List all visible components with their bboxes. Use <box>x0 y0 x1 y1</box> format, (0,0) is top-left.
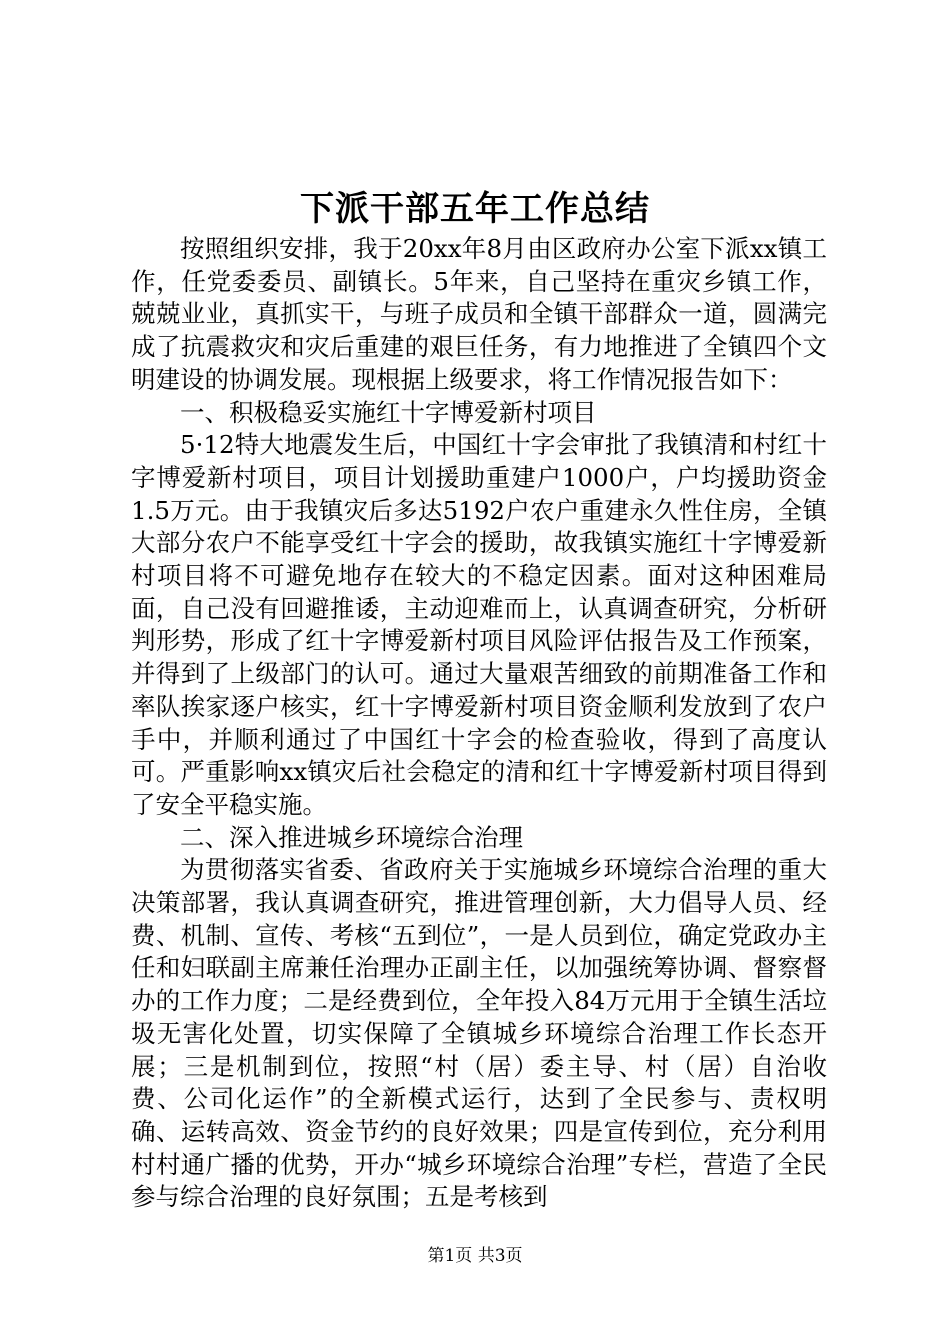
intro-paragraph: 按照组织安排，我于20xx年8月由区政府办公室下派xx镇工作，任党委委员、副镇长。5年来，自己坚持在重灾乡镇工作，兢兢业业，真抓实干，与班子成员和全镇干部群众一道，圆满完成了抗震救灾和灾后重建的艰巨任务，有力地推进了全镇四个文明建设的协调发展。现根据上级要求，将工作情况报告如下： <box>131 234 827 394</box>
section-1-paragraph: 5·12特大地震发生后，中国红十字会审批了我镇清和村红十字博爱新村项目，项目计划援助重建户1000户，户均援助资金1.5万元。由于我镇灾后多达5192户农户重建永久性住房，全镇大部分农户不能享受红十字会的援助，故我镇实施红十字博爱新村项目将不可避免地存在较大的不稳定因素。面对这种困难局面，自己没有回避推诿，主动迎难而上，认真调查研究，分析研判形势，形成了红十字博爱新村项目风险评估报告及工作预案，并得到了上级部门的认可。通过大量艰苦细致的前期准备工作和率队挨家逐户核实，红十字博爱新村项目资金顺利发放到了农户手中，并顺利通过了中国红十字会的检查验收，得到了高度认可。严重影响xx镇灾后社会稳定的清和红十字博爱新村项目得到了安全平稳实施。 <box>131 430 827 819</box>
section-heading-2: 二、深入推进城乡环境综合治理 <box>180 822 523 852</box>
document-body <box>131 233 827 1214</box>
section-heading-1: 一、积极稳妥实施红十字博爱新村项目 <box>180 397 597 427</box>
page-number-footer: 第1页 共3页 <box>427 1246 523 1266</box>
document-title: 下派干部五年工作总结 <box>300 189 650 229</box>
section-2-paragraph: 为贯彻落实省委、省政府关于实施城乡环境综合治理的重大决策部署，我认真调查研究，推进管理创新，大力倡导人员、经费、机制、宣传、考核“五到位”，一是人员到位，确定党政办主任和妇联副主席兼任治理办正副主任，以加强统筹协调、督察督办的工作力度；二是经费到位，全年投入84万元用于全镇生活垃圾无害化处置，切实保障了全镇城乡环境综合治理工作长态开展；三是机制到位，按照“村（居）委主导、村（居）自治收费、公司化运作”的全新模式运行，达到了全民参与、责权明确、运转高效、资金节约的良好效果；四是宣传到位，充分利用村村通广播的优势，开办“城乡环境综合治理”专栏，营造了全民参与综合治理的良好氛围；五是考核到 <box>131 855 827 1212</box>
